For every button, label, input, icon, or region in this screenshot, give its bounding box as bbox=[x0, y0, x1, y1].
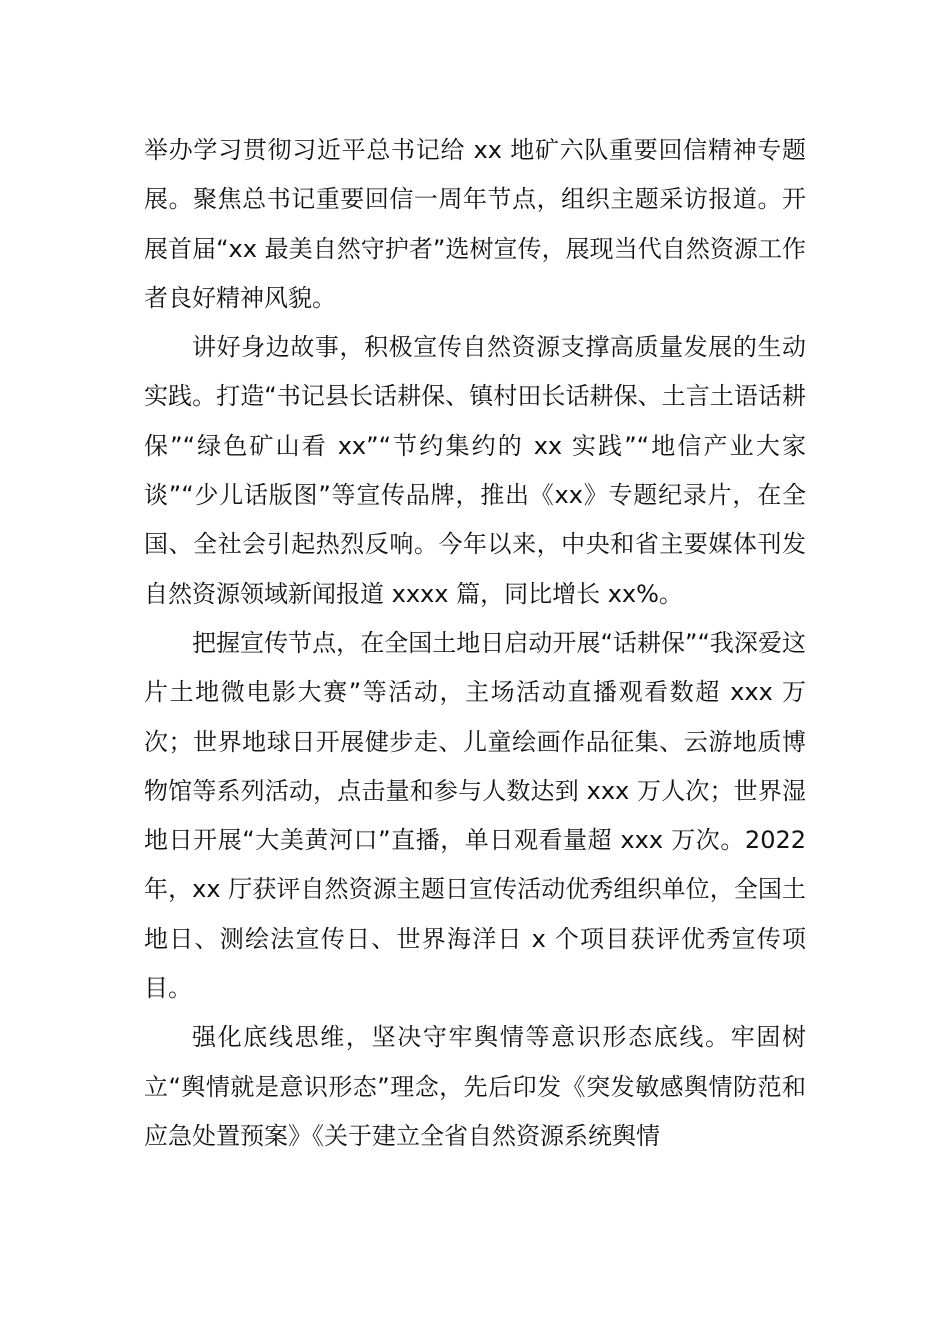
paragraph-1: 举办学习贯彻习近平总书记给 xx 地矿六队重要回信精神专题展。聚焦总书记重要回信一周年节点，组织主题采访报道。开展首届“xx 最美自然守护者”选树宣传，展现当代自然资源工作者良好精神风貌。 bbox=[144, 136, 806, 312]
paragraph-4: 强化底线思维，坚决守牢舆情等意识形态底线。牢固树立“舆情就是意识形态”理念，先后印发《突发敏感舆情防范和应急处置预案》《关于建立全省自然资源系统舆情 bbox=[144, 1023, 806, 1150]
paragraph-2: 讲好身边故事，积极宣传自然资源支撑高质量发展的生动实践。打造“书记县长话耕保、镇村田长话耕保、土言土语话耕保”“绿色矿山看 xx”“节约集约的 xx 实践”“地信产业大家谈”“少儿话版图”等宣传品牌，推出《xx》专题纪录片，在全国、全社会引起热烈反响。今年以来，中央和省主要媒体刊发自然资源领域新闻报道 xxxx 篇，同比增长 xx%。 bbox=[144, 333, 806, 608]
document-body bbox=[144, 126, 806, 1161]
paragraph-3: 把握宣传节点，在全国土地日启动开展“话耕保”“我深爱这片土地微电影大赛”等活动，主场活动直播观看数超 xxx 万次；世界地球日开展健步走、儿童绘画作品征集、云游地质博物馆等系列活动，点击量和参与人数达到 xxx 万人次；世界湿地日开展“大美黄河口”直播，单日观看量超 xxx 万次。2022 年，xx 厅获评自然资源主题日宣传活动优秀组织单位，全国土地日、测绘法宣传日、世界海洋日 x 个项目获评优秀宣传项目。 bbox=[144, 628, 806, 1003]
